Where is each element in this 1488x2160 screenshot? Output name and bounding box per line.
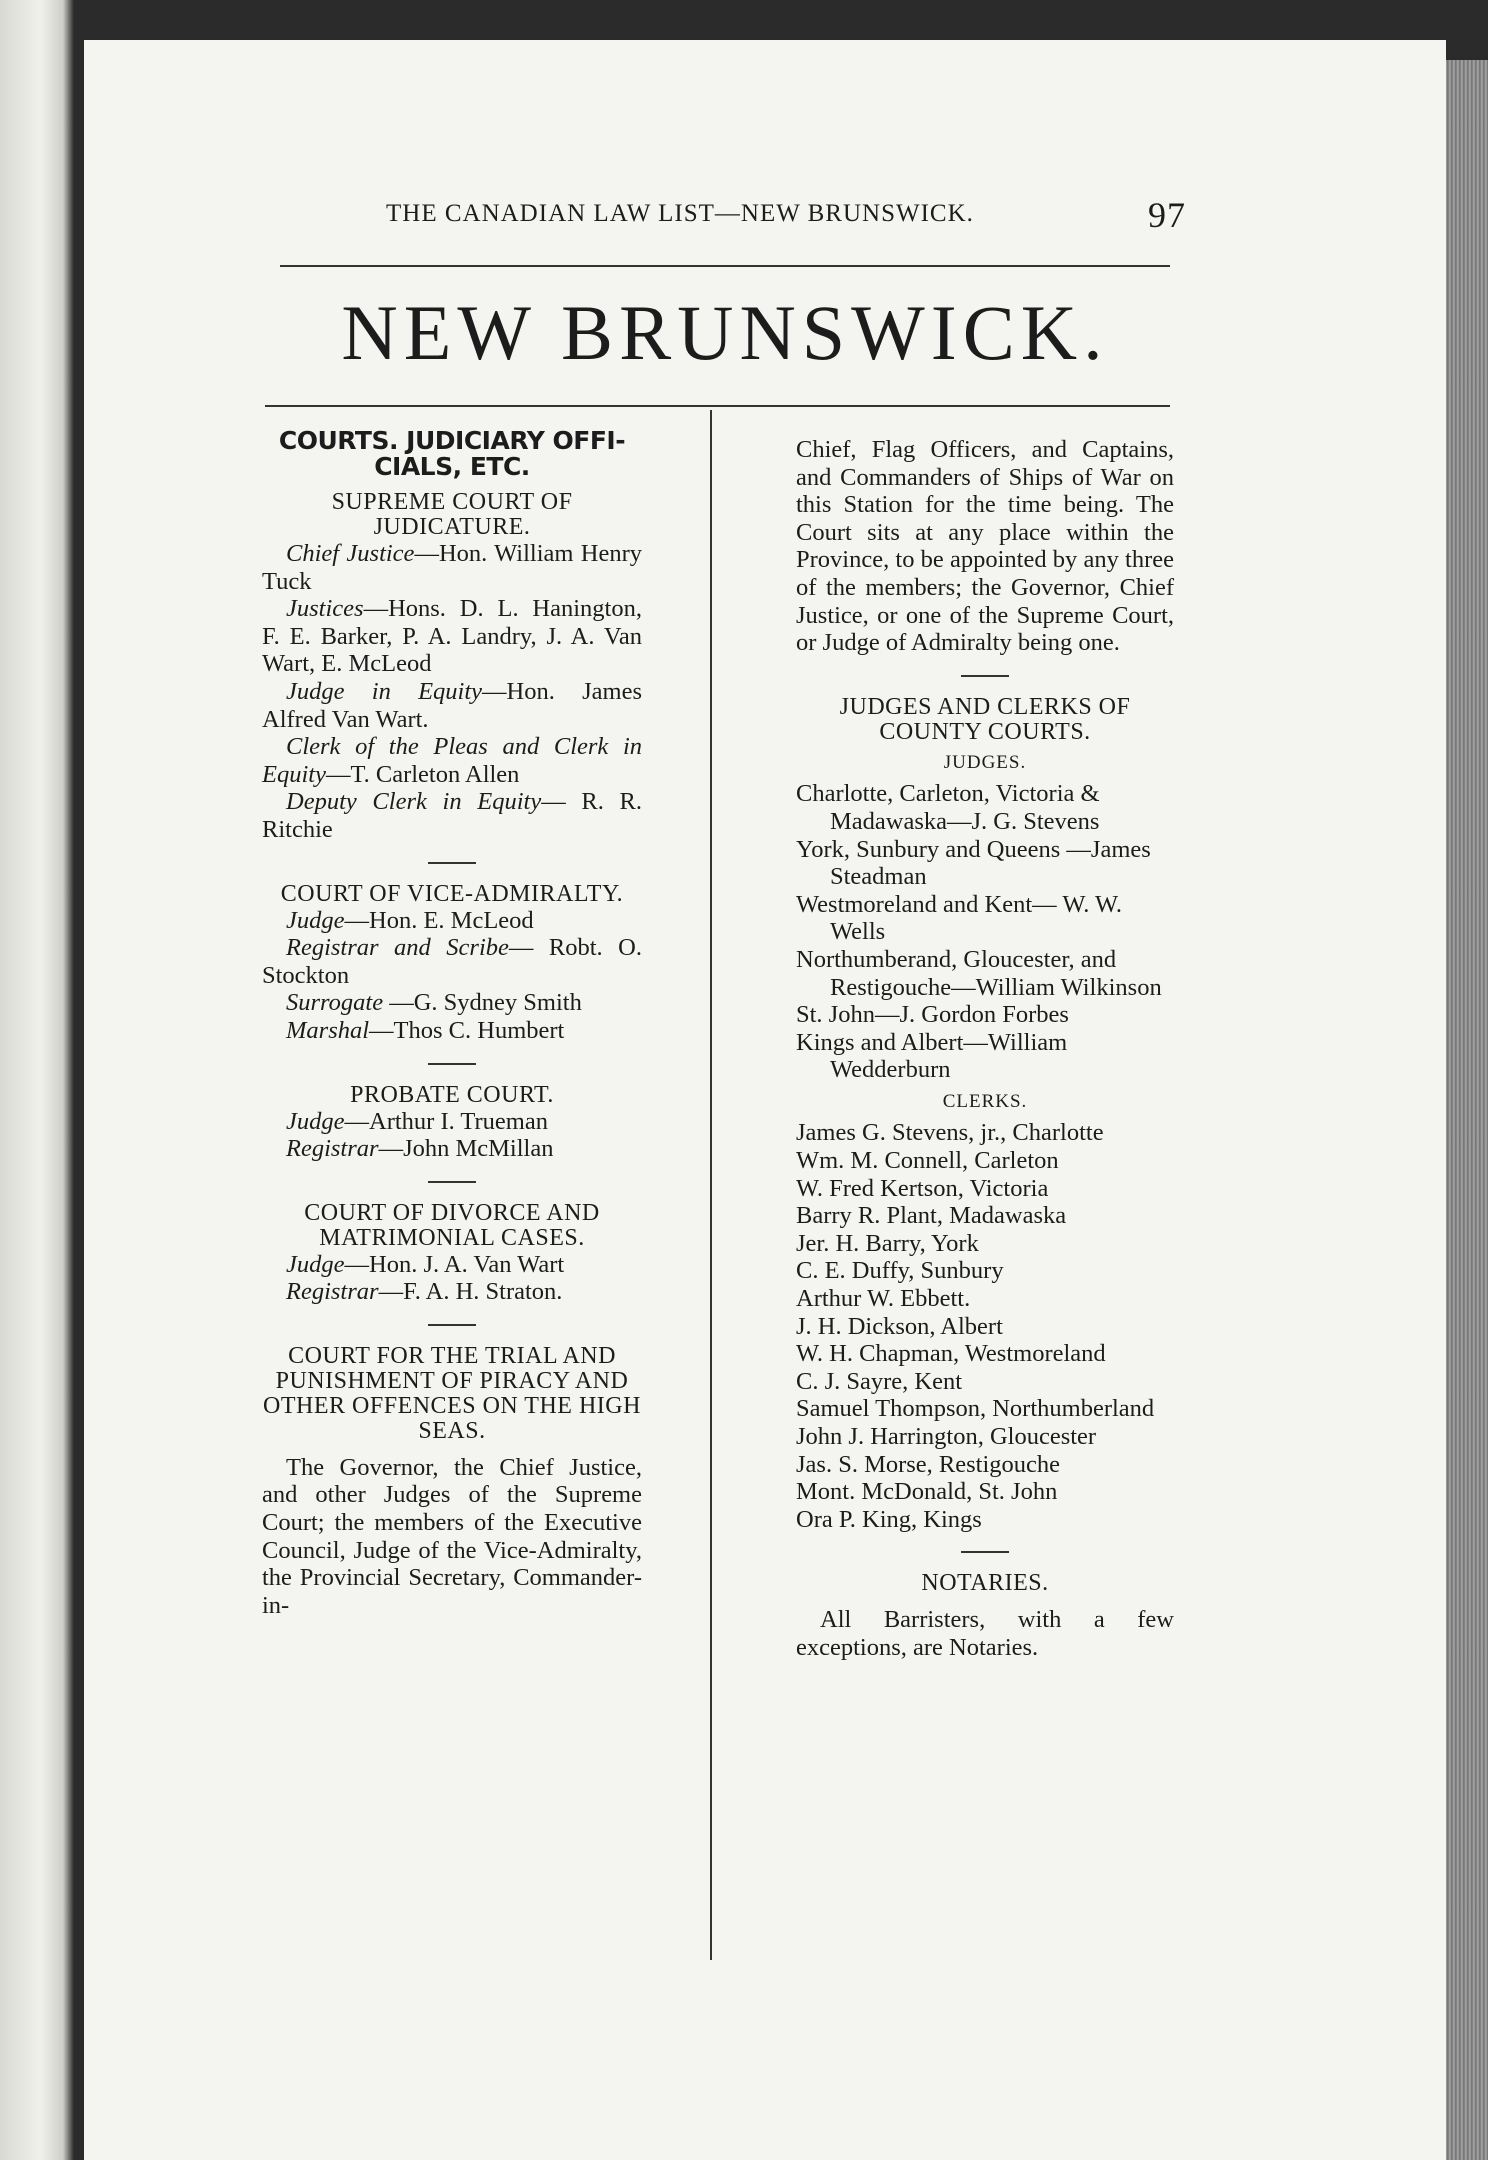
page-stack-edge [1440,60,1488,2160]
supreme-court-heading: SUPREME COURT OF JUDICATURE. [331,489,573,540]
county-courts-heading: JUDGES AND CLERKS OF COUNTY COURTS. [839,693,1131,745]
judge-entry: Charlotte, Carleton, Victoria & Madawaska—J. G. Stevens [796,780,1100,835]
vice-admiralty-heading: COURT OF VICE-ADMIRALTY. [280,880,624,907]
title-rule [265,405,1170,407]
entry-divorce-judge: Judge—Hon. J. A. Van Wart [286,1250,565,1278]
judge-entry: Kings and Albert—William Wedderburn [796,1028,1068,1084]
clerk-entry: Samuel Thompson, Northumberland [796,1395,1155,1423]
left-column [262,428,642,1619]
clerk-entry: John J. Harrington, Gloucester [796,1423,1097,1450]
section-divider [428,1063,476,1065]
clerk-entry: W. H. Chapman, Westmoreland [796,1340,1106,1368]
entry-admiralty-marshal: Marshal—Thos C. Humbert [286,1016,565,1044]
clerk-entry: Mont. McDonald, St. John [796,1478,1058,1506]
section-divider [961,675,1009,677]
notaries-text: All Barristers, with a few exceptions, are Notaries. [796,1606,1174,1661]
entry-admiralty-registrar: Registrar and Scribe— Robt. O. Stockton [262,934,642,989]
section-divider [428,1181,476,1183]
clerk-entry: Jas. S. Morse, Restigouche [796,1450,1061,1478]
judge-entry: Northumberand, Gloucester, and Restigouche—William Wilkinson [796,945,1162,1001]
judge-entry: York, Sunbury and Queens —James Steadman [796,835,1151,891]
clerk-entry: Arthur W. Ebbett. [796,1285,971,1313]
entry-admiralty-judge: Judge—Hon. E. McLeod [286,906,534,934]
piracy-court-text: The Governor, the Chief Justice, and other Judges of the Supreme Court; the members of the Executive Council, Judge of the Vice-Admiralty, the Provincial Secretary, Commander-in- [262,1453,642,1619]
running-header [386,195,1186,235]
notaries-heading: NOTARIES. [921,1570,1049,1597]
judge-entry: Westmoreland and Kent— W. W. Wells [796,890,1123,946]
clerk-entry: Barry R. Plant, Madawaska [796,1202,1067,1230]
page-number: 97 [1148,195,1186,235]
entry-judge-in-equity: Judge in Equity—Hon. James Alfred Van Wart. [262,677,642,733]
clerk-entry: J. H. Dickson, Albert [796,1312,1003,1340]
entry-deputy-clerk: Deputy Clerk in Equity— R. R. Ritchie [262,788,642,843]
clerk-entry: C. E. Duffy, Sunbury [796,1257,1004,1285]
section-divider [428,1324,476,1326]
section-divider [428,862,476,864]
clerk-entry: C. J. Sayre, Kent [796,1367,963,1395]
running-title: THE CANADIAN LAW LIST—NEW BRUNSWICK. [386,200,974,227]
clerk-entry: Ora P. King, Kings [796,1505,982,1533]
facing-page-edge [0,0,74,2160]
clerk-entry: W. Fred Kertson, Victoria [796,1174,1049,1202]
clerk-entry: James G. Stevens, jr., Charlotte [796,1119,1104,1147]
page-title: NEW BRUNSWICK. [341,289,1109,376]
right-column [796,436,1174,1662]
judge-entry: St. John—J. Gordon Forbes [796,1001,1069,1029]
entry-clerk-of-pleas: Clerk of the Pleas and Clerk in Equity—T. Carleton Allen [262,733,642,788]
clerks-subheading: CLERKS. [942,1090,1028,1112]
entry-probate-judge: Judge—Arthur I. Trueman [286,1107,548,1135]
clerk-entry: Jer. H. Barry, York [796,1229,979,1257]
section-divider [961,1551,1009,1553]
piracy-court-heading: COURT FOR THE TRIAL AND PUNISHMENT OF PIRACY AND OTHER OFFENCES ON THE HIGH SEAS. [263,1342,641,1444]
entry-justices: Justices—Hons. D. L. Hanington, F. E. Barker, P. A. Landry, J. A. Van Wart, E. McLeod [262,595,642,678]
divorce-heading: COURT OF DIVORCE AND MATRIMONIAL CASES. [304,1199,600,1251]
entry-divorce-registrar: Registrar—F. A. H. Straton. [286,1278,563,1306]
header-rule [280,265,1170,267]
main-heading: COURTS. JUDICIARY OFFI-CIALS, ETC. [278,426,626,481]
entry-probate-registrar: Registrar—John McMillan [286,1135,554,1163]
judges-subheading: JUDGES. [943,751,1027,773]
clerk-entry: Wm. M. Connell, Carleton [796,1147,1059,1175]
piracy-court-text-continued: Chief, Flag Officers, and Captains, and Commanders of Ships of War on this Station for the time being. The Court sits at any place within the Province, to be appointed by any three of the members; the Governor, Chief Justice, or one of the Supreme Court, or Judge of Admiralty being one. [796,436,1174,657]
entry-chief-justice: Chief Justice—Hon. William Henry Tuck [262,540,642,595]
column-divider [710,410,712,1960]
entry-admiralty-surrogate: Surrogate —G. Sydney Smith [286,989,582,1017]
probate-heading: PROBATE COURT. [350,1081,554,1108]
